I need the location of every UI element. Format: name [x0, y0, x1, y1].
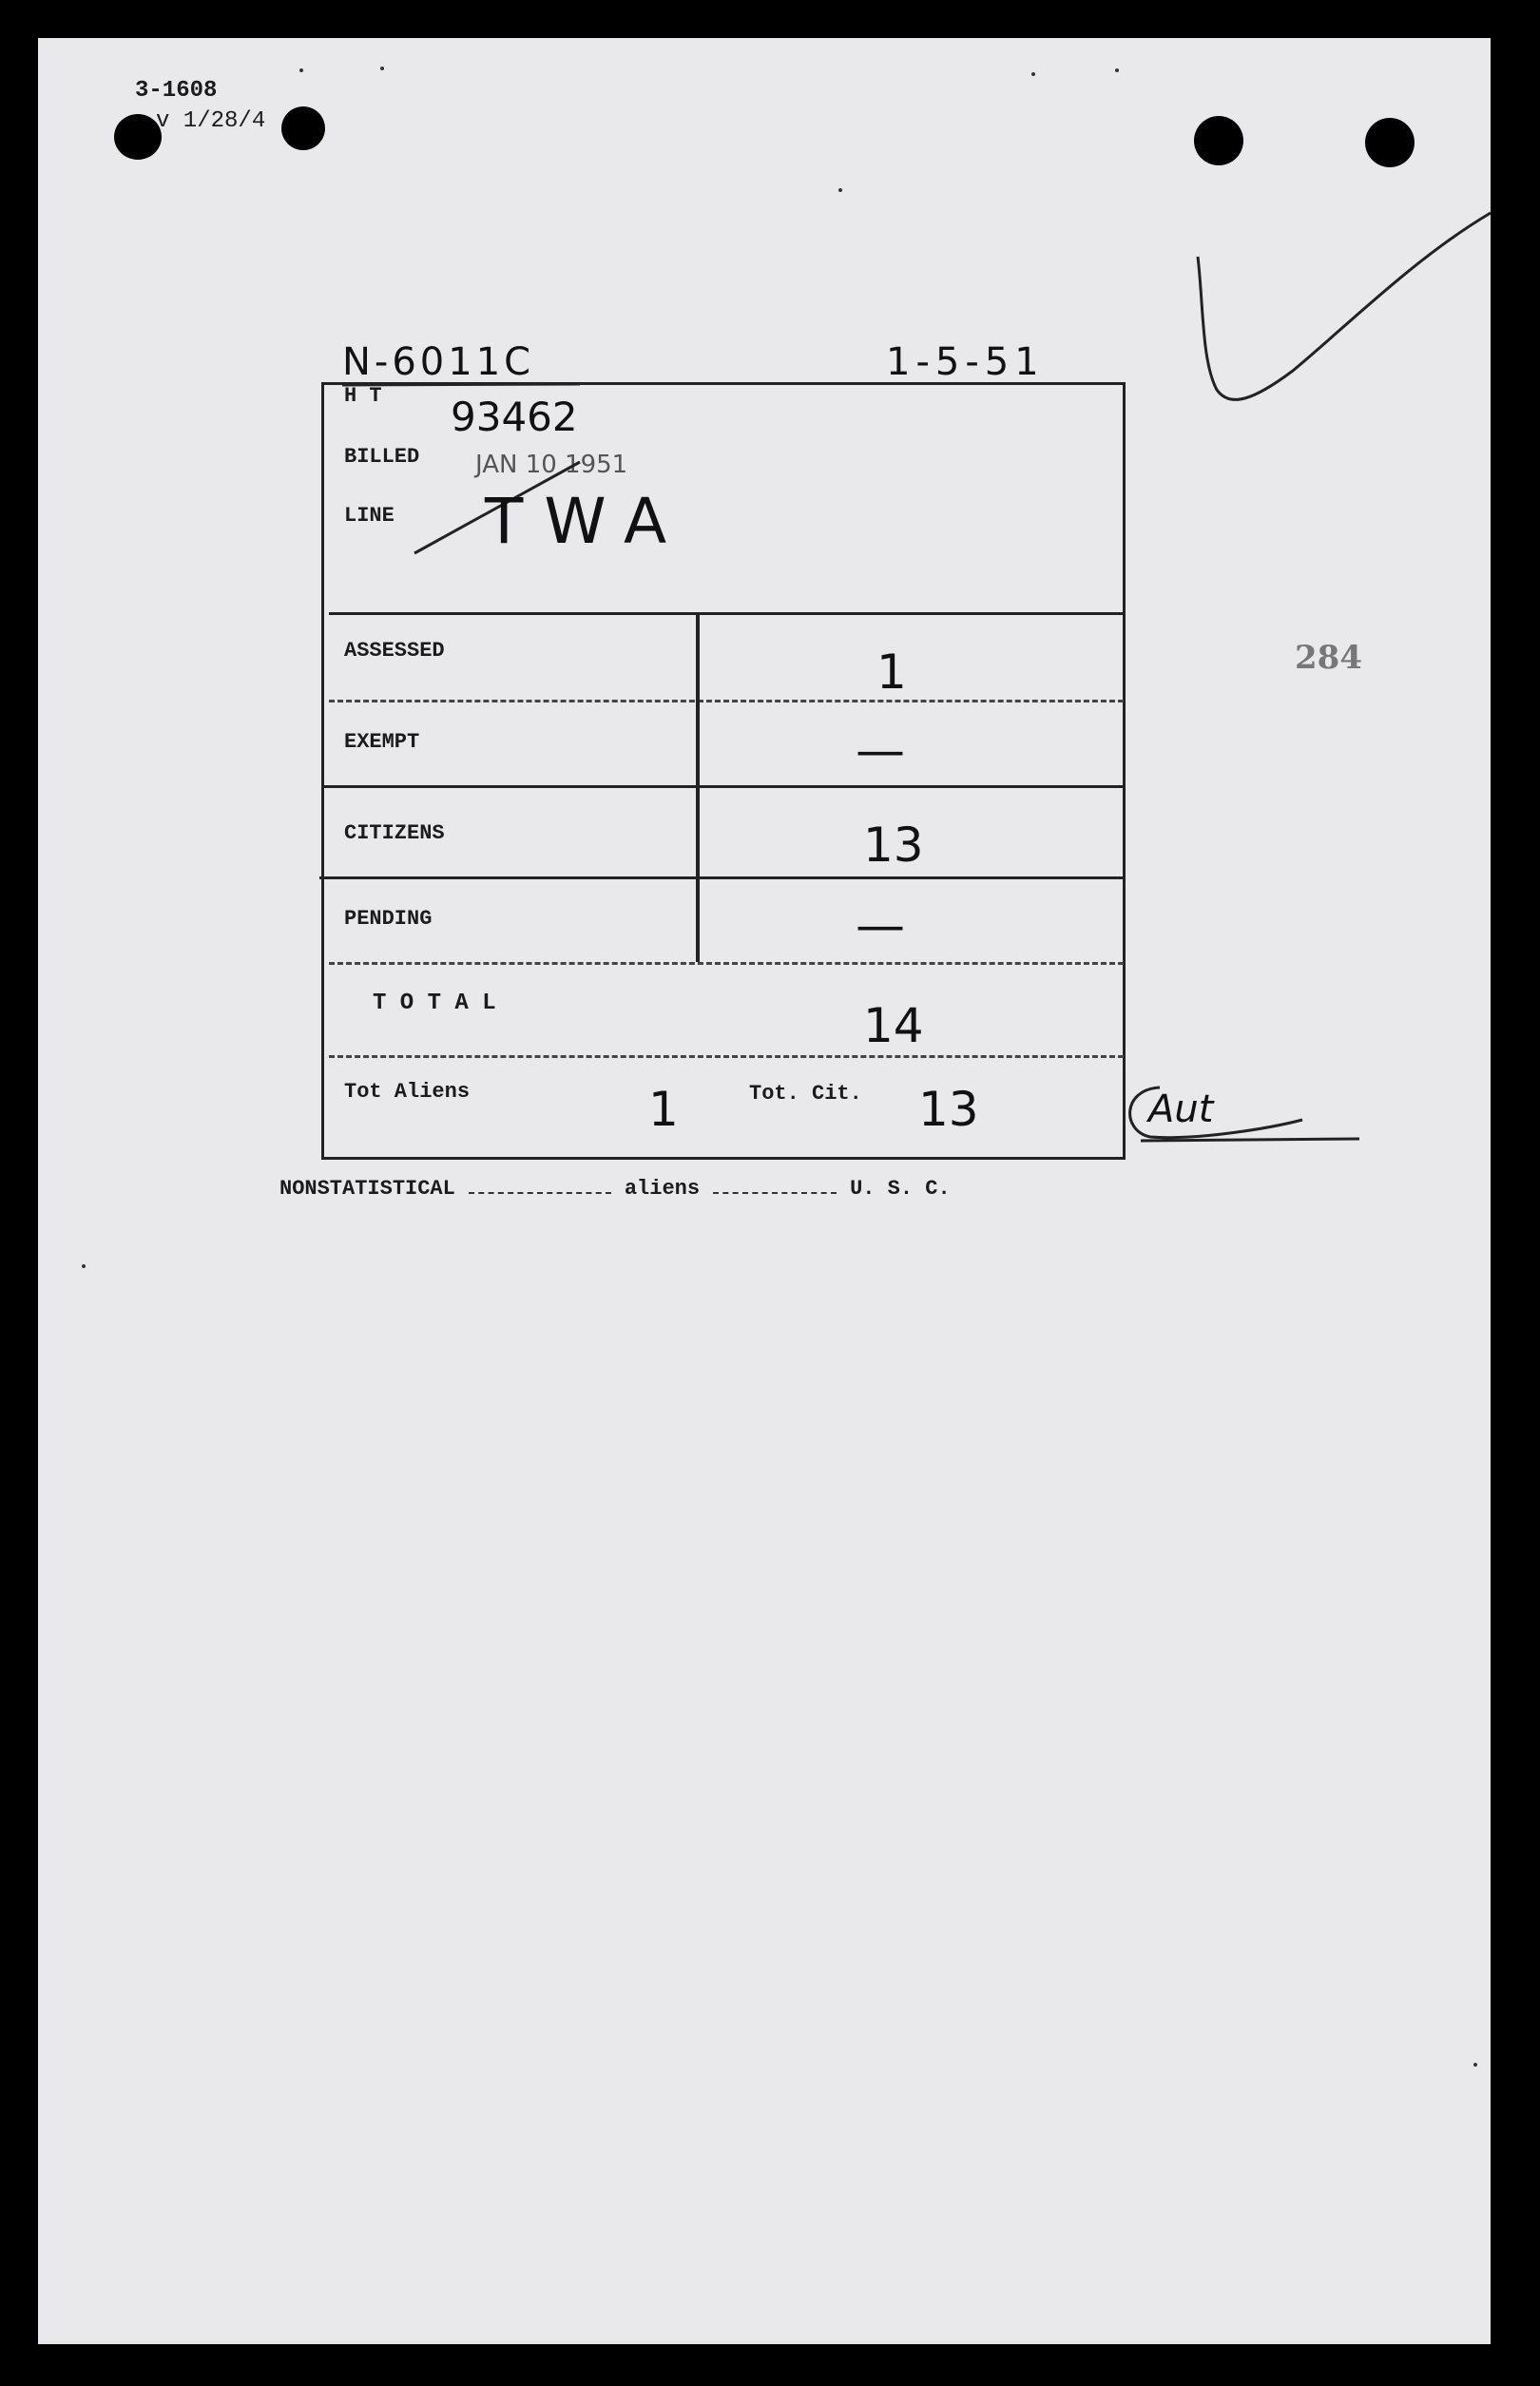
divider-4: [329, 962, 1124, 965]
speck: [299, 68, 303, 72]
total-label: T O T A L: [373, 991, 496, 1016]
speck: [380, 67, 384, 70]
exempt-value: —: [856, 722, 905, 779]
speck: [1031, 72, 1035, 76]
nonstatistical-label: NONSTATISTICAL: [279, 1177, 455, 1201]
document-page: [38, 38, 1491, 2344]
inspector-initials: Aut: [1148, 1087, 1214, 1131]
divider-top: [329, 612, 1124, 615]
citizens-label: CITIZENS: [344, 821, 445, 845]
billed-date-stamp: JAN 10 1951: [475, 451, 628, 479]
column-divider: [696, 612, 700, 962]
line-label: LINE: [344, 504, 395, 528]
usc-blank: [713, 1192, 837, 1194]
exempt-label: EXEMPT: [344, 730, 420, 754]
form-number: 3-1608: [135, 78, 218, 104]
tot-citizens-label: Tot. Cit.: [749, 1082, 862, 1106]
pending-value: —: [856, 897, 905, 954]
punch-hole-right-2: [1365, 118, 1415, 167]
tot-aliens-value: 1: [648, 1082, 679, 1137]
form-revision: v 1/28/4: [156, 108, 266, 134]
assessed-value: 1: [876, 645, 907, 700]
divider-1: [329, 700, 1124, 702]
ht-label: H T: [344, 384, 382, 408]
check-mark-icon: [1188, 171, 1492, 437]
divider-5: [329, 1055, 1124, 1058]
citizens-value: 13: [863, 818, 924, 873]
punch-hole-right-1: [1194, 116, 1243, 165]
flight-number: N-6011C: [342, 340, 535, 384]
initials-flourish: [1084, 1074, 1369, 1160]
side-number: 284: [1295, 639, 1362, 677]
divider-2: [321, 785, 1126, 788]
speck: [838, 188, 842, 192]
punch-hole-left: [114, 114, 162, 160]
line-value: TWA: [485, 485, 688, 558]
punch-hole-topleft: [281, 106, 325, 150]
tot-aliens-label: Tot Aliens: [344, 1080, 471, 1104]
aliens-label: aliens: [624, 1177, 701, 1201]
ht-value: 93462: [451, 394, 578, 440]
form-date: 1-5-51: [886, 340, 1045, 384]
divider-3: [319, 876, 1126, 879]
speck: [1473, 2063, 1477, 2067]
speck: [1115, 68, 1119, 72]
nonstatistical-line: [279, 1177, 951, 1201]
billed-label: BILLED: [344, 445, 420, 469]
assessed-label: ASSESSED: [344, 639, 445, 663]
nonstatistical-blank: [469, 1192, 611, 1194]
tot-citizens-value: 13: [918, 1082, 979, 1137]
speck: [82, 1264, 86, 1268]
usc-label: U. S. C.: [850, 1177, 951, 1201]
total-value: 14: [863, 998, 924, 1053]
pending-label: PENDING: [344, 907, 433, 931]
